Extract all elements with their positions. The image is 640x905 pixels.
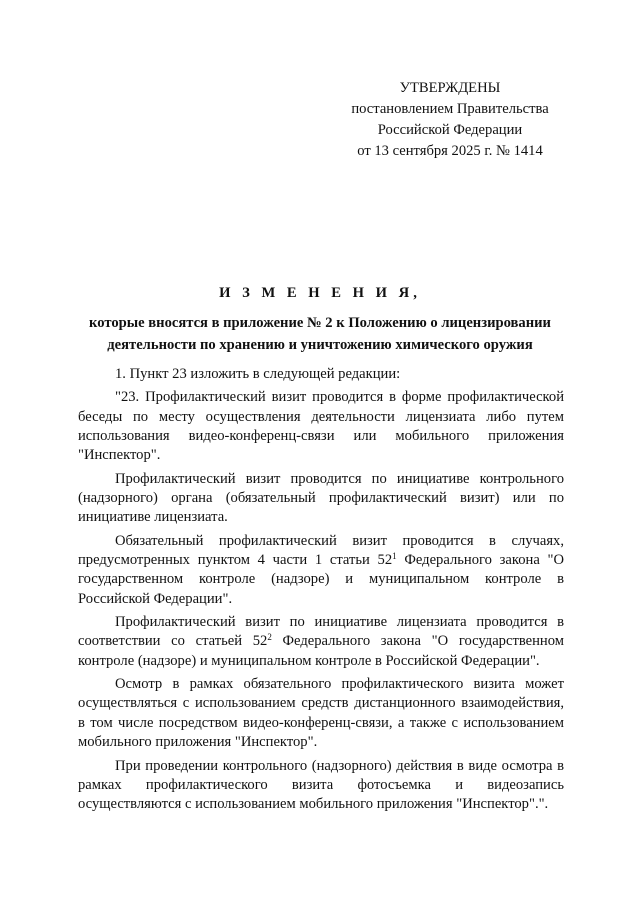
paragraph-5-text: Профилактический визит по инициативе лицензиата проводится в соответствии со статьей 52 bbox=[78, 614, 564, 650]
approval-line-government: Российской Федерации bbox=[377, 122, 523, 138]
heading-title: И З М Е Н Е Н И Я, bbox=[219, 285, 421, 301]
superscript: 2 bbox=[267, 632, 272, 643]
paragraph-3: Профилактический визит проводится по инициативе контрольного (надзорного) органа (обязательный профилактический визит) или по инициативе лицензиата. bbox=[78, 470, 564, 526]
paragraph-4-text-cont: Федерального закона "О государственном контроле (надзоре) и муниципальном контроле в Российской Федерации". bbox=[78, 552, 564, 607]
paragraph-7: При проведении контрольного (надзорного) действия в виде осмотра в рамках профилактического визита фотосъемка и видеозапись осуществляются с использованием мобильного приложения "Инспектор".". bbox=[78, 757, 564, 813]
document-body bbox=[78, 365, 564, 819]
paragraph-4 bbox=[78, 532, 564, 610]
paragraph-6: Осмотр в рамках обязательного профилактического визита может осуществляться с использованием средств дистанционного взаимодействия, в том числе посредством видео-конференц-связи, а также с использованием мобильного приложения "Инспектор". bbox=[78, 676, 564, 751]
paragraph-1: 1. Пункт 23 изложить в следующей редакции: bbox=[115, 366, 401, 382]
superscript: 1 bbox=[392, 551, 397, 562]
approval-title: УТВЕРЖДЕНЫ bbox=[399, 80, 501, 96]
paragraph-5 bbox=[78, 613, 564, 671]
approval-line-date: от 13 сентября 2025 г. № 1414 bbox=[357, 143, 543, 159]
heading-subtitle: которые вносятся в приложение № 2 к Положению о лицензировании деятельности по хранению и уничтожению химического оружия bbox=[89, 315, 551, 353]
paragraph-4-text: Обязательный профилактический визит проводится в случаях, предусмотренных пунктом 4 части 1 статьи 52 bbox=[78, 532, 564, 569]
approval-line-decree: постановлением Правительства bbox=[351, 101, 549, 117]
paragraph-5-text-cont: Федерального закона "О государственном контроле (надзоре) и муниципальном контроле в Российской Федерации". bbox=[78, 633, 564, 669]
approval-stamp bbox=[330, 78, 570, 162]
paragraph-2: "23. Профилактический визит проводится в форме профилактической беседы по месту осуществления деятельности лицензиата либо путем использования видео-конференц-связи или мобильного приложения "Инспектор". bbox=[78, 389, 564, 464]
document-heading bbox=[70, 283, 570, 356]
